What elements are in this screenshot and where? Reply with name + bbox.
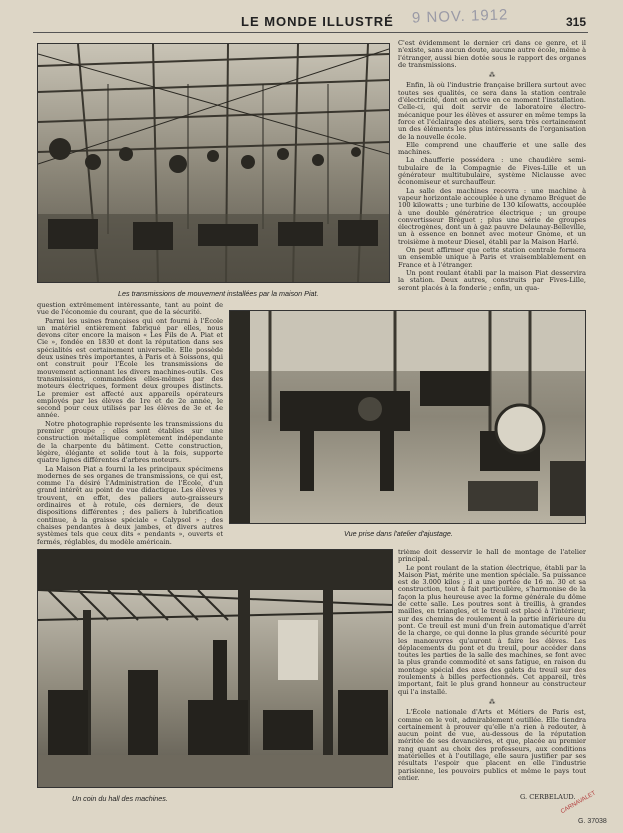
text-column-right-bottom xyxy=(398,549,586,787)
photo-transmissions-image xyxy=(38,44,389,282)
journal-title: LE MONDE ILLUSTRÉ xyxy=(241,14,394,29)
paragraph: La chaufferie possédera : une chaudière semi-tubulaire de la Compagnie de Fives-Lille et un générateur multitubulaire, système Niclausse avec économiseur et surchauffeur. xyxy=(398,156,586,187)
paragraph: trième doit desservir le hall de montage de l'atelier principal. xyxy=(398,549,586,564)
photo-hall-image xyxy=(38,550,392,787)
author-signature: G. CERBELAUD. xyxy=(520,793,576,801)
paragraph: Un pont roulant établi par la maison Piat desservira la station. Deux autres, construits par Fives-Lille, seront placés à la fonderie ; enfin, un qua- xyxy=(398,268,586,292)
caption-hall: Un coin du hall des machines. xyxy=(72,794,168,803)
header-rule xyxy=(33,32,588,33)
paragraph: L'École nationale d'Arts et Métiers de Paris est, comme on le voit, admirablement outillée. Elle tiendra certainement à prouver qu'elle n'a rien à redouter, à aucun point de vue, au-dessous de la réputation méritée de ses devancières, et que, placée au premier rang quant au choix des professeurs, aux conditions matérielles et à l'outillage, elle saura justifier par ses résultats l'espoir que placent en elle l'industrie parisienne, les pouvoirs publics et même le pays tout entier. xyxy=(398,708,586,782)
library-mark: CARNAVALET xyxy=(560,790,597,816)
photo-hall-machines xyxy=(37,549,393,788)
photo-atelier-ajustage xyxy=(229,310,586,524)
caption-transmissions: Les transmissions de mouvement installées par la maison Piat. xyxy=(118,289,319,298)
paragraph: Elle comprend une chaufferie et une salle des machines. xyxy=(398,140,586,157)
date-stamp: 9 NOV. 1912 xyxy=(411,6,509,27)
paragraph: Notre photographie représente les transmissions du premier groupe ; elles sont établies sur une construction métallique complètement indépendante de la charpente du bâtiment. Cette construction, légère, élégante et solide tout à la fois, supporte quatre lignes différentes d'arbres moteurs. xyxy=(37,419,223,465)
paragraph: Le pont roulant de la station électrique, établi par la Maison Piat, mérite une mention spéciale. Sa puissance est de 3.000 kilos ; il a une portée de 16 m. 30 et sa construction, tout à fait particulière, s'harmonise de la façon la plus heureuse avec la forme générale du dôme de cette salle. Les poutres sont à treillis, à grandes mailles, en triangles, et le treuil est placé à l'intérieur, sur des chemins de roulement à la partie inférieure du pont. Ce treuil est muni d'un frein automatique d'arrêt de la charge, ce qui donne la plus grande sécurité pour les manœuvres qu'auront à faire les élèves. Les déplacements du pont et du treuil, pour accéder dans toutes les parties de la salle des machines, se font avec la plus grande commodité et sans fatigue, en raison du montage spécial des axes des galets du treuil sur des roulements à billes perfectionnés. Cet appareil, très important, fait le plus grand honneur au constructeur qui l'a installé. xyxy=(398,563,586,696)
page-number: 315 xyxy=(566,15,587,29)
catalog-mark: G. 37038 xyxy=(578,818,607,825)
photo-atelier-image xyxy=(230,311,585,523)
paragraph: On peut affirmer que cette station centrale formera un ensemble unique à Paris et vraisemblablement en France et à l'étranger. xyxy=(398,246,586,269)
paragraph: Enfin, là où l'industrie française brillera surtout avec toutes ses qualités, ce sera dans la station centrale d'électricité, dont on active en ce moment l'installation. Celle-ci, qui doit servir de laboratoire électro-mécanique pour les élèves et assurer en même temps la force et l'éclairage des ateliers, sera très certainement un des éléments les plus intéressants de l'organisation de la nouvelle école. xyxy=(398,81,586,141)
section-break: ⁂ xyxy=(488,697,496,706)
photo-transmissions xyxy=(37,43,390,283)
paragraph: question extrêmement intéressante, tant au point de vue de l'économie du courant, que de la sécurité. xyxy=(37,302,223,317)
paragraph: C'est évidemment le dernier cri dans ce genre, et il n'existe, sans aucun doute, aucune autre école, même à l'étranger, aussi bien dotée sous le rapport des organes de transmissions. xyxy=(398,40,586,69)
paragraph: La Maison Piat a fourni la les principaux spécimens modernes de ses organes de transmissions, ce qui est, comme l'a désiré l'Administration de l'École, d'un grand intérêt au point de vue didactique. Les élèves y trouvent, en effet, des paliers auto-graisseurs ordinaires et à rotule, ces derniers, de deux dispositions différentes ; des paliers à lubrification continue, à la graisse spéciale « Calypsol » ; des chaises pendantes à deux jambes, et divers autres systèmes tels que ceux dits « pendants », ouverts et fermés, réglables, du modèle américain. xyxy=(37,464,223,546)
paragraph: Parmi les usines françaises qui ont fourni à l'École un matériel entièrement fabriqué par elles, nous devons citer encore la maison « Les Fils de A. Piat et Cie », fondée en 1830 et dont la réputation dans ses spécialités est certainement universelle. Elle possède deux usines très importantes, à Paris et à Soissons, qui ont construit pour l'École les transmissions de mouvement actionnant les divers machines-outils. Ces transmissions, commandées elles-mêmes par des moteurs électriques, forment deux groupes distincts. Le premier est affecté aux appareils opérateurs employés par les élèves de 1re et de 2e année, le second pour ceux utilisés par les élèves de 3e et 4e année. xyxy=(37,316,223,420)
paragraph: La salle des machines recevra : une machine à vapeur horizontale accouplée à une dynamo Bréguet de 100 kilowatts ; une turbine de 130 kilowatts, accouplée à une double génératrice électrique ; un groupe convertisseur Bréguet ; plus une série de groupes électrogènes, dont un à gaz pauvre Delaunay-Belleville, un à essence en bonnet avec moteur Gnome, et un troisième à moteur Diesel, établi par la Maison Harlé. xyxy=(398,186,586,246)
text-column-right-top xyxy=(398,40,586,306)
section-break: ⁂ xyxy=(488,71,496,80)
text-column-left xyxy=(37,302,223,546)
caption-atelier: Vue prise dans l'atelier d'ajustage. xyxy=(344,529,453,538)
